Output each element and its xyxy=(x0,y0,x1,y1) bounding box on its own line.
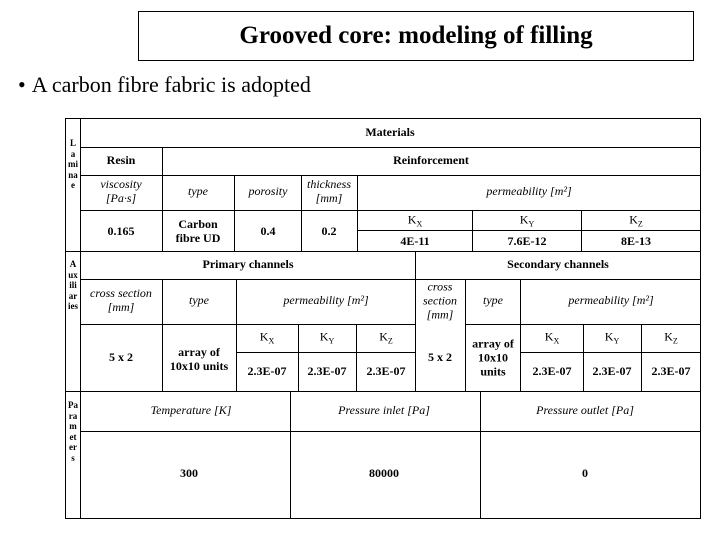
primary-kx-value: 2.3E-07 xyxy=(247,364,287,379)
k-symbol: K xyxy=(544,329,554,344)
secondary-kx-value: 2.3E-07 xyxy=(532,364,572,379)
primary-kx-header xyxy=(260,330,274,345)
primary-ky-value: 2.3E-07 xyxy=(307,364,347,379)
bullet-dot: • xyxy=(18,72,26,97)
primary-kz-header xyxy=(379,330,393,345)
ky-value: 7.6E-12 xyxy=(507,234,547,249)
kz-header xyxy=(629,213,643,228)
pressure-inlet-label: Pressure inlet [Pa] xyxy=(338,403,430,418)
secondary-permeability-label: permeability [m²] xyxy=(568,293,654,308)
k-sub-x: X xyxy=(416,219,423,229)
type-value: Carbon fibre UD xyxy=(175,217,221,245)
k-symbol: K xyxy=(604,329,614,344)
primary-channels-header: Primary channels xyxy=(202,257,294,272)
row-label-parameters: Parameters xyxy=(68,400,78,463)
secondary-ky-header xyxy=(605,330,619,345)
k-symbol: K xyxy=(259,329,269,344)
k-symbol: K xyxy=(379,329,388,344)
secondary-cross-section-label: cross section [mm] xyxy=(423,279,457,321)
porosity-label: porosity xyxy=(248,184,288,199)
reinforcement-header: Reinforcement xyxy=(393,153,469,168)
k-sub-y: Y xyxy=(528,219,535,229)
primary-cross-section-label: cross section [mm] xyxy=(90,286,152,314)
pressure-inlet-value: 80000 xyxy=(369,466,399,481)
secondary-kx-header xyxy=(545,330,559,345)
primary-type-value: array of 10x10 units xyxy=(169,345,229,373)
secondary-channels-header: Secondary channels xyxy=(507,257,609,272)
secondary-kz-value: 2.3E-07 xyxy=(651,364,691,379)
row-label-laminae: Laminae xyxy=(68,138,78,190)
kx-header xyxy=(408,213,422,228)
row-label-auxiliaries: Auxiliaries xyxy=(68,259,78,311)
k-sub-y: Y xyxy=(328,336,335,346)
kx-value: 4E-11 xyxy=(400,234,430,249)
reinforcement-permeability-label: permeability [m²] xyxy=(486,184,572,199)
secondary-type-label: type xyxy=(483,293,503,308)
temperature-value: 300 xyxy=(180,466,198,481)
pressure-outlet-label: Pressure outlet [Pa] xyxy=(536,403,634,418)
thickness-value: 0.2 xyxy=(321,224,337,239)
type-label: type xyxy=(188,184,208,199)
k-sub-x: X xyxy=(553,336,560,346)
slide-title: Grooved core: modeling of filling xyxy=(138,11,694,61)
thickness-label: thickness [mm] xyxy=(307,177,351,205)
primary-kz-value: 2.3E-07 xyxy=(366,364,406,379)
k-symbol: K xyxy=(319,329,329,344)
k-symbol: K xyxy=(519,212,529,227)
k-sub-z: Z xyxy=(672,336,678,346)
secondary-type-value: array of 10x10 units xyxy=(472,336,514,378)
materials-header: Materials xyxy=(365,125,415,140)
bullet-text: A carbon fibre fabric is adopted xyxy=(31,72,311,97)
porosity-value: 0.4 xyxy=(260,224,276,239)
secondary-cross-section-value: 5 x 2 xyxy=(428,350,452,365)
viscosity-value: 0.165 xyxy=(107,224,135,239)
k-sub-z: Z xyxy=(387,336,393,346)
resin-header: Resin xyxy=(106,153,136,168)
viscosity-label: viscosity [Pa·s] xyxy=(100,177,142,205)
k-symbol: K xyxy=(407,212,417,227)
k-sub-x: X xyxy=(268,336,275,346)
primary-cross-section-value: 5 x 2 xyxy=(109,350,133,365)
ky-header xyxy=(520,213,534,228)
secondary-kz-header xyxy=(664,330,678,345)
primary-ky-header xyxy=(320,330,334,345)
k-symbol: K xyxy=(664,329,673,344)
temperature-label: Temperature [K] xyxy=(150,403,232,418)
pressure-outlet-value: 0 xyxy=(582,466,588,481)
k-sub-y: Y xyxy=(613,336,620,346)
secondary-ky-value: 2.3E-07 xyxy=(592,364,632,379)
k-symbol: K xyxy=(629,212,638,227)
primary-type-label: type xyxy=(189,293,209,308)
primary-permeability-label: permeability [m²] xyxy=(283,293,369,308)
k-sub-z: Z xyxy=(637,219,643,229)
kz-value: 8E-13 xyxy=(621,234,651,249)
